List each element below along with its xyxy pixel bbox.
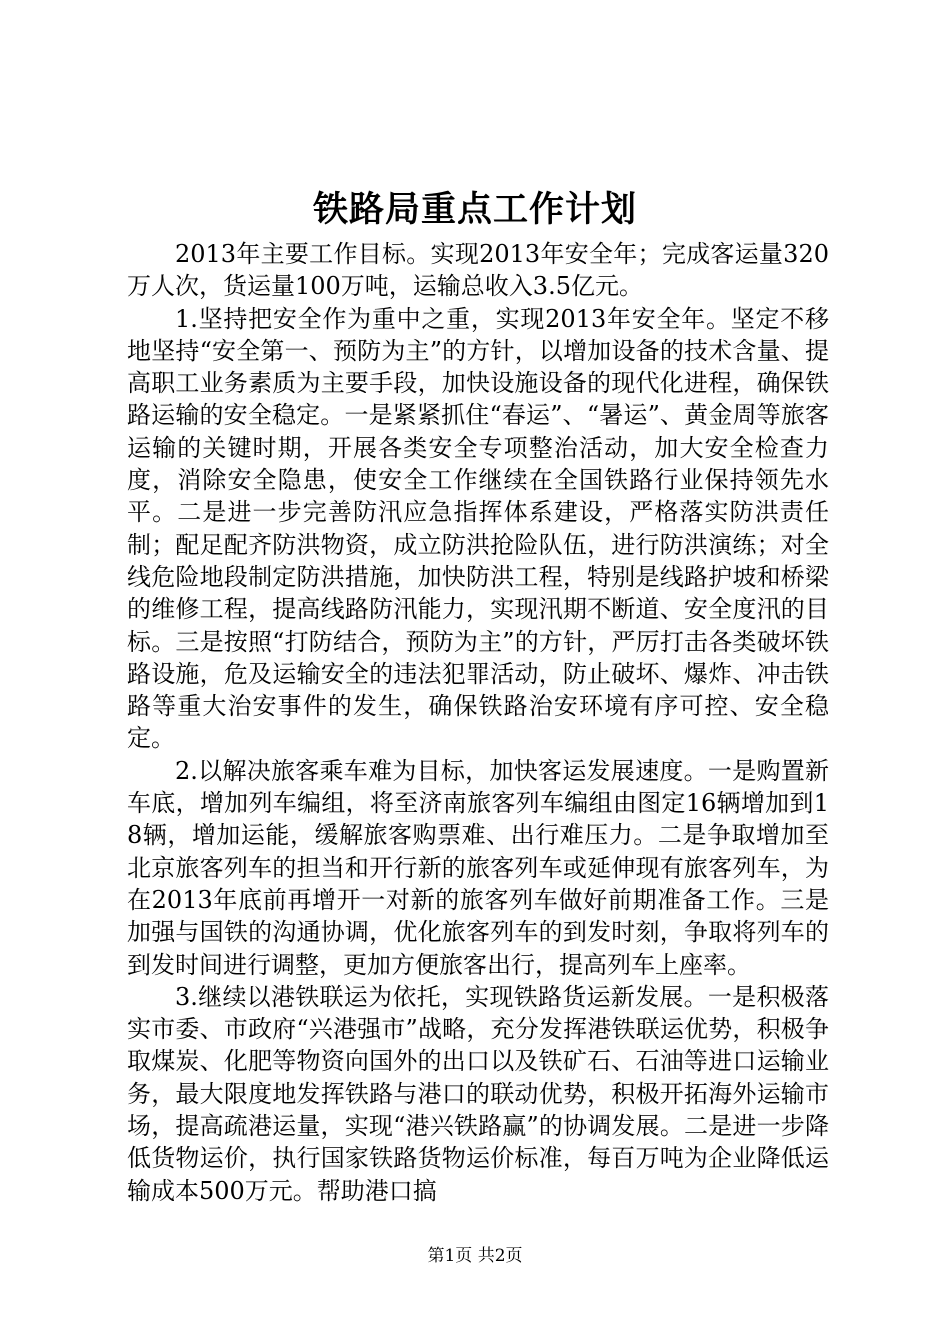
page-title: 铁路局重点工作计划 bbox=[312, 189, 637, 230]
paragraph-passenger: 2.以解决旅客乘车难为目标，加快客运发展速度。一是购置新车底，增加列车编组，将至济南旅客列车编组由图定16辆增加到18辆，增加运能，缓解旅客购票难、出行难压力。二是争取增加至北京旅客列车的担当和开行新的旅客列车或延伸现有旅客列车，为在2013年底前再增开一对新的旅客列车做好前期准备工作。三是加强与国铁的沟通协调，优化旅客列车的到发时刻，争取将列车的到发时间进行调整，更加方便旅客出行，提高列车上座率。 bbox=[127, 756, 829, 979]
page-footer: 第1页 共2页 bbox=[427, 1246, 523, 1266]
paragraph-goals: 2013年主要工作目标。实现2013年安全年；完成客运量320万人次，货运量100万吨，运输总收入3.5亿元。 bbox=[127, 240, 829, 301]
paragraph-safety: 1.坚持把安全作为重中之重，实现2013年安全年。坚定不移地坚持“安全第一、预防为主”的方针，以增加设备的技术含量、提高职工业务素质为主要手段，加快设施设备的现代化进程，确保铁路运输的安全稳定。一是紧紧抓住“春运”、“暑运”、黄金周等旅客运输的关键时期，开展各类安全专项整治活动，加大安全检查力度，消除安全隐患，使安全工作继续在全国铁路行业保持领先水平。二是进一步完善防汛应急指挥体系建设，严格落实防洪责任制；配足配齐防洪物资，成立防洪抢险队伍，进行防洪演练；对全线危险地段制定防洪措施，加快防洪工程，特别是线路护坡和桥梁的维修工程，提高线路防汛能力，实现汛期不断道、安全度汛的目标。三是按照“打防结合，预防为主”的方针，严厉打击各类破坏铁路设施，危及运输安全的违法犯罪活动，防止破坏、爆炸、冲击铁路等重大治安事件的发生，确保铁路治安环境有序可控、安全稳定。 bbox=[127, 304, 829, 753]
paragraph-freight: 3.继续以港铁联运为依托，实现铁路货运新发展。一是积极落实市委、市政府“兴港强市”战略，充分发挥港铁联运优势，积极争取煤炭、化肥等物资向国外的出口以及铁矿石、石油等进口运输业务，最大限度地发挥铁路与港口的联动优势，积极开拓海外运输市场，提高疏港运量，实现“港兴铁路赢”的协调发展。二是进一步降低货物运价，执行国家铁路货物运价标准，每百万吨为企业降低运输成本500万元。帮助港口搞 bbox=[127, 982, 829, 1205]
document-body bbox=[127, 238, 829, 1207]
